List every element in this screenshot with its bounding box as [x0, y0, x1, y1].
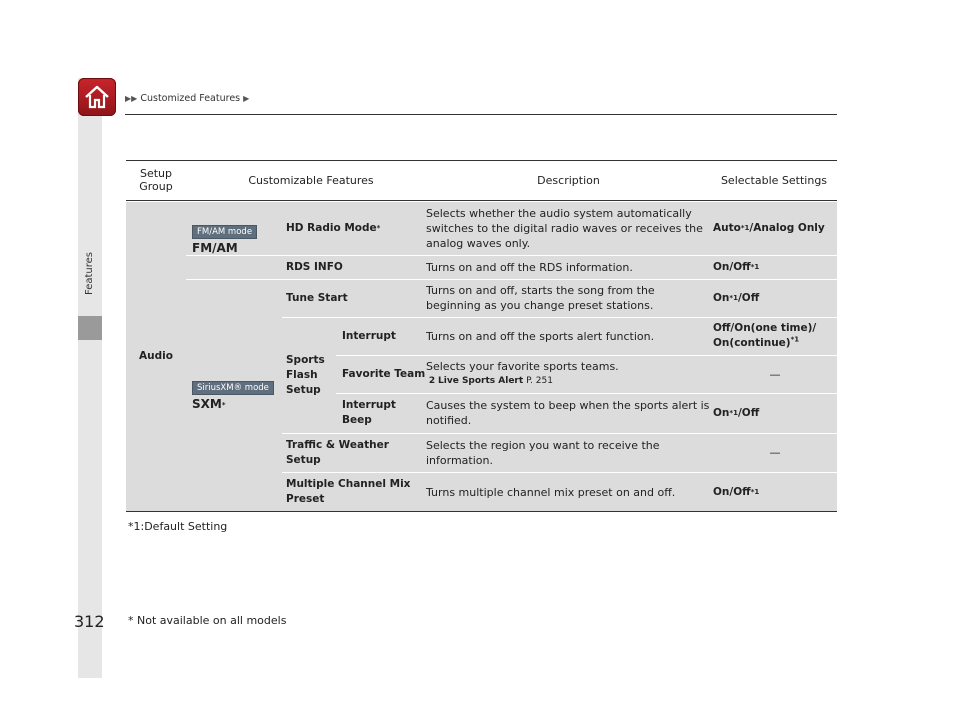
feature-description: Selects your favorite sports teams. 2 Live Sports Alert P. 251 [426, 355, 711, 393]
feature-description: Turns multiple channel mix preset on and off. [426, 485, 676, 499]
table-row: HD Radio Mode * [286, 221, 381, 234]
fm-am-title: FM/AM [192, 241, 238, 255]
section-label: Features [84, 252, 95, 295]
page-number: 312 [74, 612, 105, 631]
breadcrumb-arrow-icon: ▶ [243, 94, 250, 103]
feature-description: Turns on and off the sports alert function. [426, 329, 655, 343]
selectable-setting: On *1 / Off [713, 291, 760, 304]
selectable-setting: On *1 / Off [713, 406, 760, 419]
sxm-title: SXM * [192, 397, 226, 411]
selectable-setting: — [769, 446, 781, 459]
default-setting-note: *1:Default Setting [128, 520, 228, 533]
customization-table [126, 160, 837, 512]
feature-name: Interrupt Beep [342, 399, 396, 426]
table-body [126, 201, 837, 512]
feature-name: HD Radio Mode [286, 221, 377, 234]
selectable-setting: Off/On(one time)/ On(continue)$^{*1}$ [713, 322, 817, 349]
column-header: Description [537, 173, 600, 187]
feature-description: Causes the system to beep when the sports alert is notified. [426, 399, 710, 427]
table-bottom-rule [126, 511, 837, 512]
feature-name: RDS INFO [286, 260, 343, 273]
column-header: Setup Group [139, 167, 173, 193]
sports-flash-setup-label: Sports Flash Setup [286, 353, 325, 396]
feature-description: Selects whether the audio system automatically switches to the digital radio waves or receives the analog waves only. [426, 206, 703, 250]
fm-am-mode-badge: FM/AM mode [192, 225, 257, 239]
feature-description: Selects the region you want to receive the information. [426, 438, 660, 467]
feature-name: Traffic & Weather Setup [286, 438, 389, 466]
column-header: Customizable Features [248, 173, 374, 187]
feature-name: Tune Start [286, 291, 348, 304]
home-button[interactable] [78, 78, 116, 116]
feature-name: Favorite Team [342, 367, 426, 380]
feature-description: Turns on and off the RDS information. [426, 260, 633, 274]
header-rule [125, 114, 837, 115]
selectable-setting: Auto *1 / Analog Only [713, 221, 825, 234]
breadcrumb [125, 93, 249, 104]
selectable-setting: On / Off *1 [713, 485, 760, 498]
setup-group-audio: Audio [139, 350, 173, 362]
page-footnote: * Not available on all models [128, 614, 287, 627]
breadcrumb-arrows-icon: ▶▶ [125, 94, 138, 103]
siriusxm-mode-badge: SiriusXM® mode [192, 381, 274, 395]
link-arrow-icon: 2 [428, 376, 436, 386]
side-tab-track [78, 78, 102, 678]
feature-description: Turns on and off, starts the song from the beginning as you change preset stations. [426, 284, 655, 312]
feature-name: Multiple Channel Mix Preset [286, 478, 411, 505]
column-header: Selectable Settings [720, 173, 828, 187]
live-sports-alert-link[interactable]: 2 Live Sports Alert P. 251 [428, 376, 553, 386]
breadcrumb-link[interactable]: Customized Features [140, 93, 241, 104]
selectable-setting: — [769, 367, 781, 381]
side-tab-marker[interactable] [78, 316, 102, 340]
feature-name: Interrupt [342, 329, 396, 342]
home-icon [83, 84, 111, 110]
selectable-setting: On / Off *1 [713, 260, 760, 273]
